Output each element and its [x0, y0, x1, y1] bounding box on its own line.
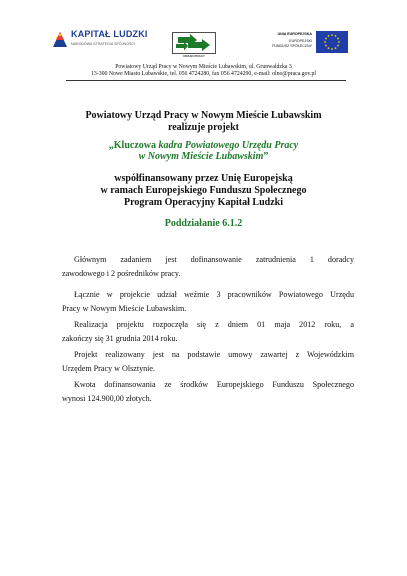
paragraph-dates	[62, 318, 354, 346]
paragraph-main-task	[62, 253, 354, 281]
project-name-line-2	[0, 151, 407, 162]
title-line-2: realizuje projekt	[167, 122, 239, 133]
kapital-ludzki-emblem-icon	[51, 29, 69, 49]
cofinanced-line: współfinansowany przez Unię Europejską	[114, 173, 293, 184]
kapital-ludzki-subtitle: NARODOWA STRATEGIA SPÓJNOŚCI	[71, 42, 135, 46]
eu-fund-line2: FUNDUSZ SPOŁECZNY	[272, 44, 312, 48]
eu-name: UNIA EUROPEJSKA	[277, 32, 312, 36]
kapital-ludzki-logo	[51, 29, 156, 57]
eu-logo	[258, 31, 350, 55]
header-divider	[66, 80, 346, 81]
title-line-1: Powiatowy Urząd Pracy w Nowym Mieście Lubawskim	[85, 110, 322, 121]
paragraph-funding	[62, 378, 354, 406]
fund-line: w ramach Europejskiego Funduszu Społecznego	[100, 185, 307, 196]
pup-arrows-icon	[172, 32, 216, 54]
subaction-line: Poddziałanie 6.1.2	[164, 218, 243, 229]
project-quote-open: „Kluczowa	[108, 140, 159, 151]
pup-logo	[172, 32, 216, 60]
paragraph-line: zakończy się 31 grudnia 2014 roku.	[62, 334, 178, 343]
address-line-2: 13-300 Nowe Miasto Lubawskie, tel. 056 4724280, fax 056 4724290, e-mail: olno@praca.gov.pl	[90, 71, 317, 77]
paragraph-line: Urzędem Pracy w Olsztynie.	[62, 364, 156, 373]
paragraph-line: Kwota dofinansowania ze środków Europejskiego Funduszu Społecznego	[74, 380, 354, 389]
project-quote-close: ”	[263, 151, 269, 162]
paragraph-agreement	[62, 348, 354, 376]
paragraph-line: Pracy w Nowym Mieście Lubawskim.	[62, 304, 187, 313]
paragraph-line: Głównym zadaniem jest dofinansowanie zatrudnienia 1 doradcy	[74, 255, 354, 264]
paragraph-line: wynosi 124.900,00 złotych.	[62, 394, 152, 403]
paragraph-line: zawodowego i 2 pośredników pracy.	[62, 269, 181, 278]
project-name-italic-2: w Nowym Mieście Lubawskim	[138, 151, 264, 162]
paragraph-line: Projekt realizowany jest na podstawie umowy zawartej z Wojewódzkim	[74, 350, 354, 359]
eu-fund-line1: EUROPEJSKI	[289, 39, 312, 43]
paragraph-line: Łącznie w projekcie udział weźmie 3 pracowników Powiatowego Urzędu	[74, 290, 354, 299]
program-line: Program Operacyjny Kapitał Ludzki	[124, 197, 283, 208]
project-name-italic-1: kadra Powiatowego Urzędu Pracy	[158, 140, 299, 151]
paragraph-participants	[62, 288, 354, 316]
paragraph-line: Realizacja projektu rozpoczęła się z dniem 01 maja 2012 roku, a	[74, 320, 354, 329]
eu-flag-icon	[316, 31, 348, 53]
project-name-line-1	[0, 140, 407, 151]
address-line-1: Powiatowy Urząd Pracy w Nowym Mieście Lubawskim, ul. Grunwaldzka 3	[115, 64, 292, 70]
kapital-ludzki-name: KAPITAŁ LUDZKI	[71, 29, 148, 39]
pup-caption: URZĄD PRACY	[183, 54, 205, 58]
